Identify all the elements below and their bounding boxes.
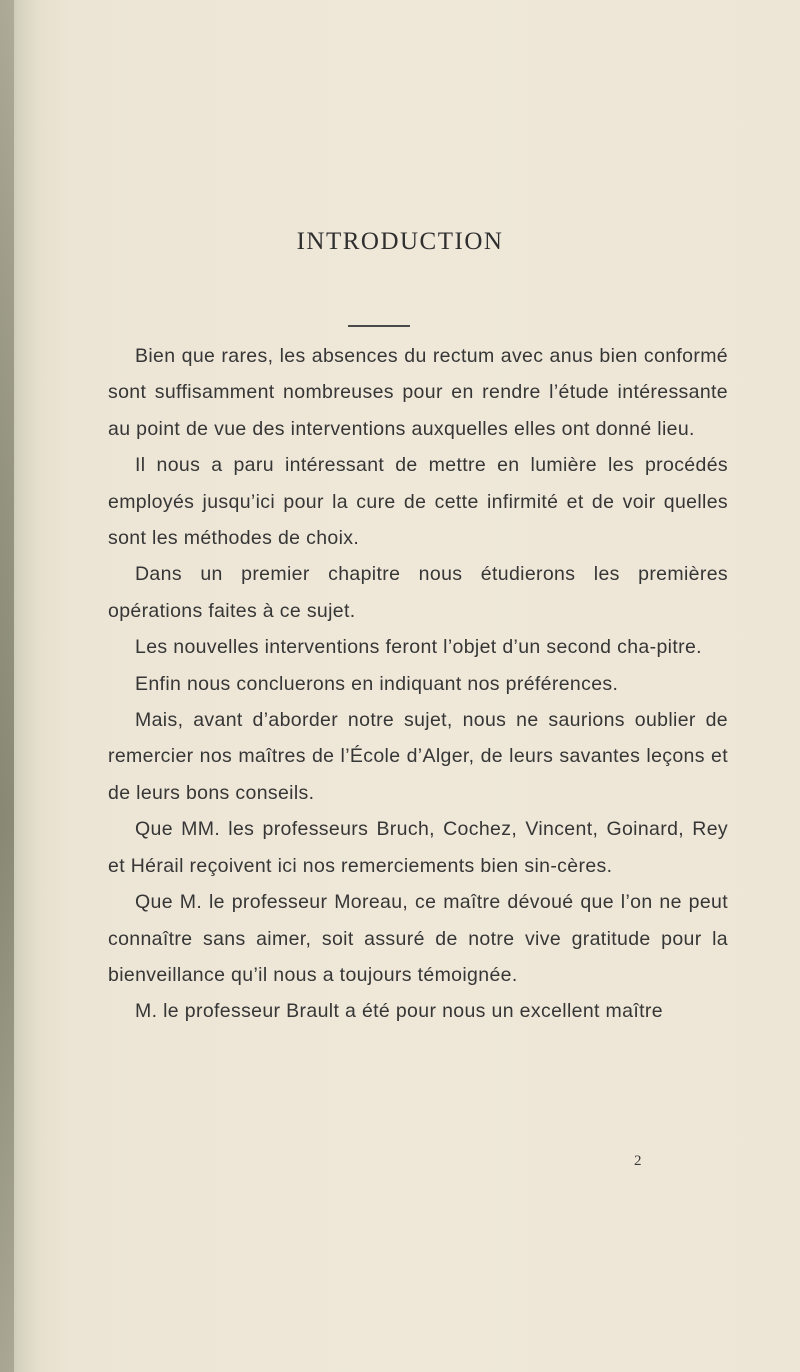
paragraph: Que M. le professeur Moreau, ce maître dévoué que l’on ne peut connaître sans aimer, soit assuré de notre vive gratitude pour la bienveillance qu’il nous a toujours témoignée. — [108, 891, 728, 986]
paragraph: Bien que rares, les absences du rectum avec anus bien conformé sont suffisamment nombreuses pour en rendre l’étude intéressante au point de vue des interventions auxquelles elles ont donné lieu. — [108, 345, 728, 440]
title-rule-divider — [348, 325, 410, 327]
paragraph: Que MM. les professeurs Bruch, Cochez, Vincent, Goinard, Rey et Hérail reçoivent ici nos remerciements bien sin-cères. — [108, 818, 728, 877]
page-binding-shadow — [0, 0, 14, 1372]
paragraph: Enfin nous concluerons en indiquant nos préférences. — [135, 672, 619, 695]
page-title: INTRODUCTION — [296, 228, 504, 255]
page-number: 2 — [634, 1153, 642, 1169]
body-text — [108, 338, 728, 1030]
paragraph: Mais, avant d’aborder notre sujet, nous ne saurions oublier de remercier nos maîtres de l’École d’Alger, de leurs savantes leçons et de leurs bons conseils. — [108, 709, 728, 804]
paragraph: Les nouvelles interventions feront l’objet d’un second cha-pitre. — [135, 636, 702, 659]
paragraph: Dans un premier chapitre nous étudierons les premières opérations faites à ce sujet. — [108, 563, 728, 622]
paragraph: M. le professeur Brault a été pour nous un excellent maître — [135, 1000, 663, 1023]
paragraph: Il nous a paru intéressant de mettre en lumière les procédés employés jusqu’ici pour la cure de cette infirmité et de voir quelles sont les méthodes de choix. — [108, 454, 728, 550]
